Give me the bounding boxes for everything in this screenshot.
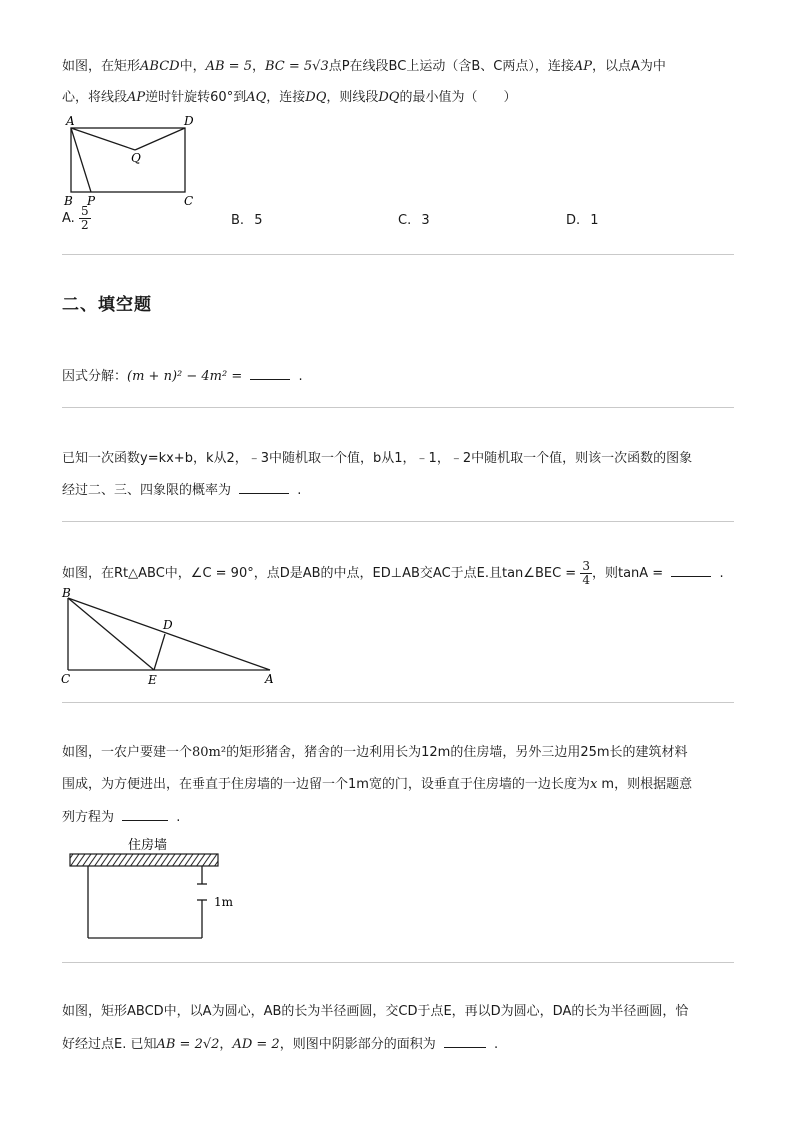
q1-math-abcd: ABCD xyxy=(140,59,180,74)
q2-line xyxy=(62,367,303,386)
q1-math-ap: AP xyxy=(573,59,592,74)
q6-line-2 xyxy=(62,1035,498,1054)
q1-text: ，以点A为中 xyxy=(591,59,666,74)
divider xyxy=(62,702,734,703)
q1-line-2 xyxy=(62,89,516,107)
answer-blank[interactable] xyxy=(444,1035,486,1048)
option-value: 5 xyxy=(254,213,263,228)
q1-line-1 xyxy=(62,58,666,76)
q1-option-c[interactable] xyxy=(398,213,430,228)
q4-line xyxy=(62,560,724,587)
option-value: 3 xyxy=(421,213,430,228)
divider xyxy=(62,254,734,255)
answer-blank[interactable] xyxy=(239,481,289,494)
q4-label-e: E xyxy=(148,673,157,687)
q1-text: ，则线段 xyxy=(326,90,379,105)
q6-text: 好经过点E. 已知 xyxy=(62,1037,157,1052)
q2-expression: (m + n)² − 4m² = xyxy=(127,369,243,384)
q1-text: 逆时针旋转60°到 xyxy=(145,90,247,105)
q4-text: 如图，在Rt△ABC中，∠C = 90°，点D是AB的中点，ED⊥AB交AC于点E.且tan∠BEC = xyxy=(62,566,577,581)
q2-text: 因式分解： xyxy=(62,369,128,384)
wall-hatch xyxy=(70,854,218,866)
q1-label-q: Q xyxy=(131,151,141,165)
q1-math-dq: DQ xyxy=(305,90,327,105)
option-letter: A. xyxy=(62,211,75,226)
q5-text: . xyxy=(176,810,181,825)
fraction-numerator: 5 xyxy=(80,204,89,218)
q5-wall-label: 住房墙 xyxy=(128,838,168,853)
q6-math-ad: AD = 2 xyxy=(232,1037,280,1052)
q5-variable-x: x xyxy=(589,777,598,792)
q5-door-label: 1m xyxy=(214,895,234,909)
q1-rectangle-figure xyxy=(60,112,200,210)
q1-math-bc: BC = 5√3 xyxy=(264,59,329,74)
q1-label-c: C xyxy=(184,194,194,208)
q1-label-b: B xyxy=(64,194,73,208)
q5-text: 如图，一农户要建一个 xyxy=(62,745,193,760)
q1-text: 点P在线段BC上运动（含B、C两点），连接 xyxy=(328,59,574,74)
q1-option-b[interactable] xyxy=(231,213,262,228)
q1-option-a[interactable] xyxy=(62,205,91,232)
q5-line-3 xyxy=(62,808,180,827)
q1-label-d: D xyxy=(184,114,194,128)
q1-text: ，连接 xyxy=(266,90,306,105)
q1-text: 中， xyxy=(179,59,206,74)
q6-line-1: 如图，矩形ABCD中，以A为圆心，AB的长为半径画圆，交CD于点E，再以D为圆心，DA的长为半径画圆，恰 xyxy=(62,1004,689,1019)
q1-text: ， xyxy=(251,59,265,74)
q5-area: 80m² xyxy=(192,745,227,760)
q6-text: ，则图中阴影部分的面积为 xyxy=(279,1037,436,1052)
q1-text: 如图，在矩形 xyxy=(62,59,141,74)
option-letter: C. xyxy=(398,213,412,228)
q5-line-1 xyxy=(62,744,688,762)
q4-text: . xyxy=(719,566,724,581)
q5-text: 列方程为 xyxy=(62,810,115,825)
q1-math-aq: AQ xyxy=(246,90,267,105)
q4-label-b: B xyxy=(62,586,71,600)
q1-text: 的最小值为（ ） xyxy=(399,90,517,105)
answer-blank[interactable] xyxy=(250,367,290,380)
q4-label-d: D xyxy=(163,618,173,632)
q1-math-dq: DQ xyxy=(378,90,400,105)
q5-text: 围成，为方便进出，在垂直于住房墙的一边留一个1m宽的门，设垂直于住房墙的一边长度为 xyxy=(62,777,590,792)
section-heading: 二、填空题 xyxy=(62,295,152,315)
option-a-fraction xyxy=(79,205,91,232)
option-letter: B. xyxy=(231,213,245,228)
q1-label-a: A xyxy=(66,114,75,128)
q3-line-1: 已知一次函数y=kx+b，k从2，﹣3中随机取一个值，b从1，﹣1，﹣2中随机取一个值，则该一次函数的图象 xyxy=(62,451,693,466)
divider xyxy=(62,407,734,408)
q4-fraction xyxy=(580,560,592,587)
q6-math-ab: AB = 2√2 xyxy=(156,1037,220,1052)
q6-text: . xyxy=(493,1037,499,1052)
q3-line-2 xyxy=(62,481,301,500)
q5-text: m，则根据题意 xyxy=(597,777,693,792)
answer-blank[interactable] xyxy=(122,808,168,821)
q3-text: 经过二、三、四象限的概率为 xyxy=(62,483,232,498)
q5-pigpen-figure xyxy=(66,834,246,946)
q2-text: . xyxy=(298,369,303,384)
q4-triangle-figure xyxy=(58,586,284,688)
q3-text: . xyxy=(297,483,302,498)
fraction-denominator: 4 xyxy=(582,573,590,587)
q1-option-d[interactable] xyxy=(566,213,599,228)
q1-label-p: P xyxy=(87,194,96,208)
option-letter: D. xyxy=(566,213,581,228)
q4-label-a: A xyxy=(265,672,274,686)
answer-blank[interactable] xyxy=(671,564,711,577)
fraction-denominator: 2 xyxy=(80,218,89,232)
fraction-numerator: 3 xyxy=(582,559,590,573)
q4-label-c: C xyxy=(61,672,71,686)
q1-math-ab: AB = 5 xyxy=(205,59,252,74)
q1-text: 心，将线段 xyxy=(62,90,128,105)
option-value: 1 xyxy=(590,213,599,228)
q4-text: ，则tanA = xyxy=(591,566,664,581)
q5-text: 的矩形猪舍，猪舍的一边利用长为12m的住房墙，另外三边用25m长的建筑材料 xyxy=(226,745,688,760)
q1-math-ap: AP xyxy=(127,90,146,105)
q6-text: ， xyxy=(219,1037,233,1052)
q5-line-2 xyxy=(62,776,692,794)
divider xyxy=(62,521,734,522)
divider xyxy=(62,962,734,963)
